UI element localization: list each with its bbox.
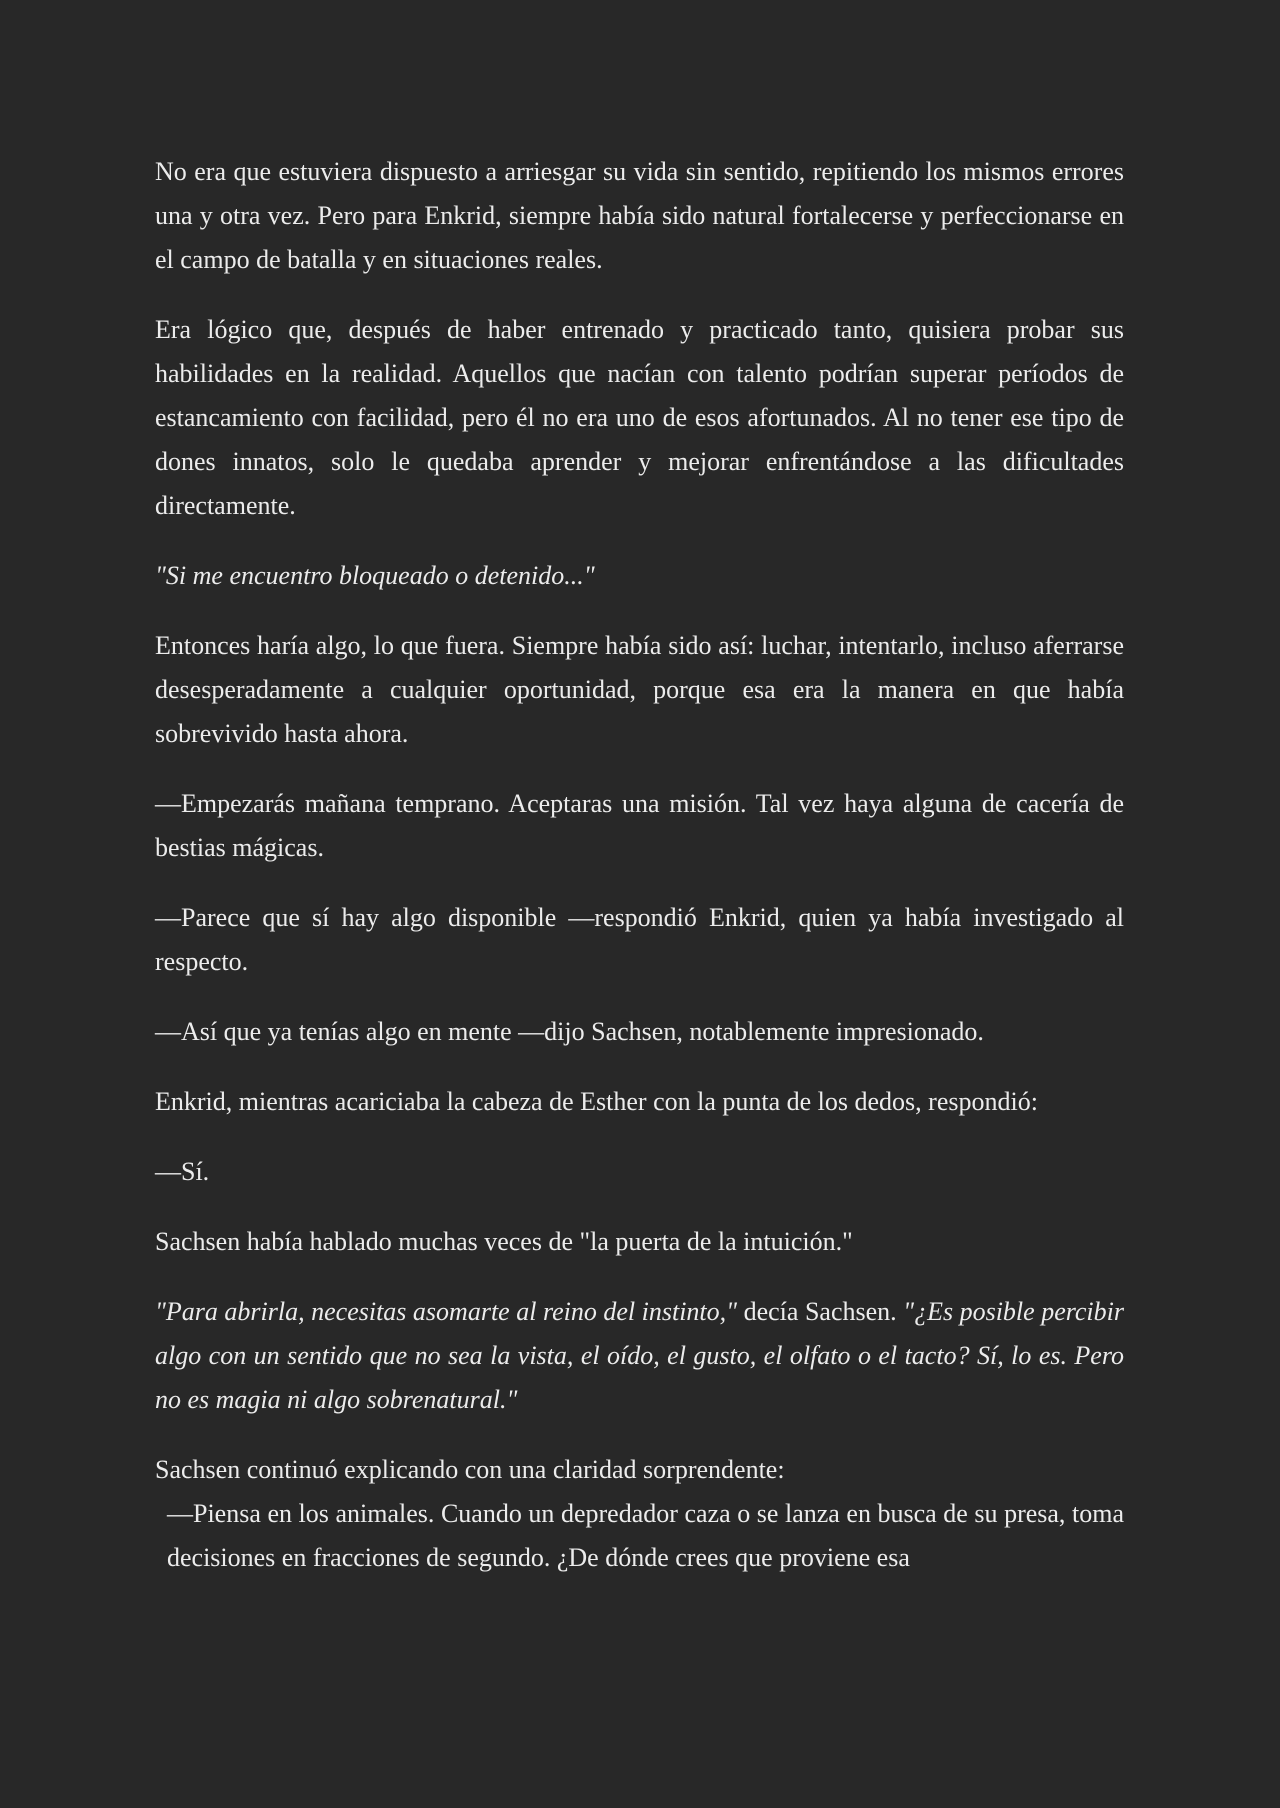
dialogue-paragraph-2: —Parece que sí hay algo disponible —respondió Enkrid, quien ya había investigado al respecto. [155, 903, 1124, 976]
paragraph-4: Entonces haría algo, lo que fuera. Siempre había sido así: luchar, intentarlo, incluso aferrarse desesperadamente a cualquier oportunidad, porque esa era la manera en que había sobrevivido hasta ahora. [155, 631, 1124, 748]
paragraph-2: Era lógico que, después de haber entrenado y practicado tanto, quisiera probar sus habilidades en la realidad. Aquellos que nacían con talento podrían superar períodos de estancamiento con facilidad, pero él no era uno de esos afortunados. Al no tener ese tipo de dones innatos, solo le quedaba aprender y mejorar enfrentándose a las dificultades directamente. [155, 315, 1124, 520]
closing-dialogue: —Piensa en los animales. Cuando un depredador caza o se lanza en busca de su presa, toma decisiones en fracciones de segundo. ¿De dónde crees que proviene esa [167, 1499, 1124, 1572]
reader-page [155, 150, 1124, 1606]
dialogue-paragraph-3: —Así que ya tenías algo en mente —dijo Sachsen, notablemente impresionado. [155, 1017, 984, 1046]
mixed-quote-paragraph [155, 1290, 1124, 1422]
dialogue-paragraph-1: —Empezarás mañana temprano. Aceptaras una misión. Tal vez haya alguna de cacería de bestias mágicas. [155, 789, 1124, 862]
closing-paragraph: Sachsen continuó explicando con una claridad sorprendente: [155, 1455, 785, 1484]
thought-paragraph: "Si me encuentro bloqueado o detenido..." [155, 561, 595, 590]
paragraph-10: Sachsen había hablado muchas veces de "la puerta de la intuición." [155, 1227, 853, 1256]
paragraph-8: Enkrid, mientras acariciaba la cabeza de Esther con la punta de los dedos, respondió: [155, 1087, 1038, 1116]
paragraph-1: No era que estuviera dispuesto a arriesgar su vida sin sentido, repitiendo los mismos errores una y otra vez. Pero para Enkrid, siempre había sido natural fortalecerse y perfeccionarse en el campo de batalla y en situaciones reales. [155, 157, 1124, 274]
quote-italic-1: "Para abrirla, necesitas asomarte al reino del instinto," [155, 1297, 738, 1326]
dialogue-paragraph-4: —Sí. [155, 1157, 210, 1186]
quote-italic-2: "¿Es posible percibir algo con un sentido que no sea la vista, el oído, el gusto, el olfato o el tacto? Sí, lo es. Pero no es magia ni algo sobrenatural." [155, 1297, 1124, 1414]
quote-attribution: decía Sachsen. [737, 1297, 904, 1326]
